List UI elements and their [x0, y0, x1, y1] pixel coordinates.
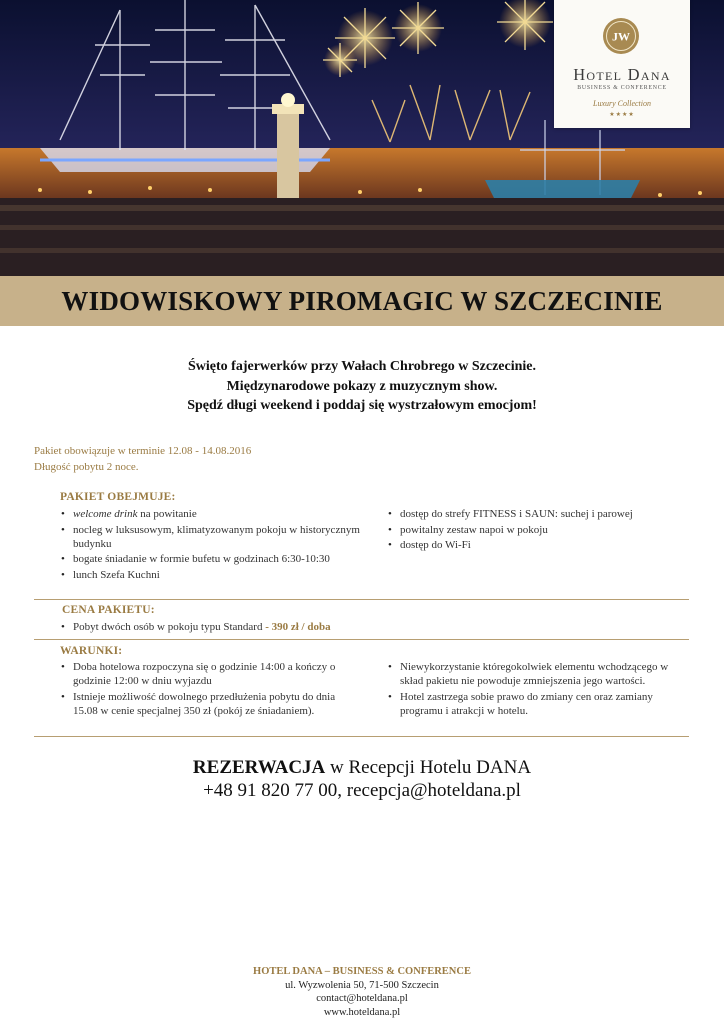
- list-item: • Niewykorzystanie któregokolwiek elementu wchodzącego w skład pakietu nie powoduje zmniejszenia jego wartości.: [387, 660, 689, 688]
- logo-subtitle: BUSINESS & CONFERENCE: [577, 85, 667, 91]
- footer-web[interactable]: www.hoteldana.pl: [323, 1006, 401, 1018]
- logo-hotel-name: Hotel Dana: [573, 65, 671, 84]
- list-item: • Doba hotelowa rozpoczyna się o godzinie 14:00 a kończy o godzinie 12:00 w dniu wyjazdu: [60, 660, 360, 688]
- svg-text:JW: JW: [612, 29, 630, 44]
- price-text: Pobyt dwóch osób w pokoju typu Standard: [73, 621, 266, 633]
- list-item: • powitalny zestaw napoi w pokoju: [387, 523, 687, 537]
- package-duration: Długość pobytu 2 noce.: [34, 460, 139, 473]
- footer-hotel-name: HOTEL DANA – BUSINESS & CONFERENCE: [253, 966, 471, 977]
- list-item: [60, 507, 360, 521]
- list-item: [60, 620, 660, 634]
- logo-collection: Luxury Collection: [593, 99, 651, 108]
- list-item: • nocleg w luksusowym, klimatyzowanym pokoju w historycznym budynku: [60, 523, 360, 551]
- logo-stars: ★★★★: [609, 112, 635, 118]
- footer-email[interactable]: contact@hoteldana.pl: [316, 993, 408, 1004]
- divider: [34, 599, 689, 600]
- conditions-list-left: [60, 660, 360, 719]
- jw-seal-icon: [602, 17, 640, 55]
- reservation-where: w Recepcji Hotelu DANA: [325, 757, 532, 778]
- list-item-text: na powitanie: [137, 508, 197, 520]
- price-list: [60, 620, 660, 636]
- page-title: WIDOWISKOWY PIROMAGIC W SZCZECINIE: [61, 286, 663, 316]
- conditions-list-right: [387, 660, 689, 719]
- reservation-contact[interactable]: +48 91 820 77 00, recepcja@hoteldana.pl: [203, 780, 521, 801]
- footer-address: ul. Wyzwolenia 50, 71-500 Szczecin: [285, 979, 439, 991]
- list-item: • lunch Szefa Kuchni: [60, 568, 360, 582]
- welcome-drink-text: welcome drink: [73, 508, 138, 520]
- title-band: [0, 276, 724, 326]
- divider: [34, 639, 689, 640]
- list-item: • Hotel zastrzega sobie prawo do zmiany cen oraz zamiany programu i atrakcji w hotelu.: [387, 690, 689, 718]
- hotel-logo: [554, 0, 690, 128]
- list-item: • dostęp do Wi-Fi: [387, 538, 687, 552]
- intro-line: Święto fajerwerków przy Wałach Chrobrego w Szczecinie.: [188, 359, 536, 374]
- package-heading: PAKIET OBEJMUJE:: [60, 491, 176, 503]
- list-item: • bogate śniadanie w formie bufetu w godzinach 6:30-10:30: [60, 552, 360, 566]
- intro-text: [0, 357, 724, 416]
- list-item: • dostęp do strefy FITNESS i SAUN: suchej i parowej: [387, 507, 687, 521]
- package-list-right: [387, 507, 687, 554]
- reservation-label: REZERWACJA: [192, 757, 326, 778]
- package-meta: [34, 444, 251, 475]
- conditions-heading: WARUNKI:: [60, 645, 123, 657]
- hero-photo: [0, 0, 724, 276]
- price-heading: CENA PAKIETU:: [62, 604, 155, 616]
- footer: [0, 965, 724, 1019]
- price-amount: - 390 zł / doba: [265, 621, 331, 633]
- reservation-line: [0, 756, 724, 779]
- list-item: • Istnieje możliwość dowolnego przedłużenia pobytu do dnia 15.08 w cenie specjalnej 350 zł (pokój ze śniadaniem).: [60, 690, 360, 718]
- package-term: Pakiet obowiązuje w terminie 12.08 - 14.08.2016: [34, 445, 252, 457]
- package-list-left: [60, 507, 360, 583]
- reservation-block: [0, 756, 724, 802]
- intro-line: Międzynarodowe pokazy z muzycznym show.: [226, 378, 498, 394]
- intro-line: Spędź długi weekend i poddaj się wystrzałowym emocjom!: [187, 398, 537, 413]
- divider: [34, 736, 689, 737]
